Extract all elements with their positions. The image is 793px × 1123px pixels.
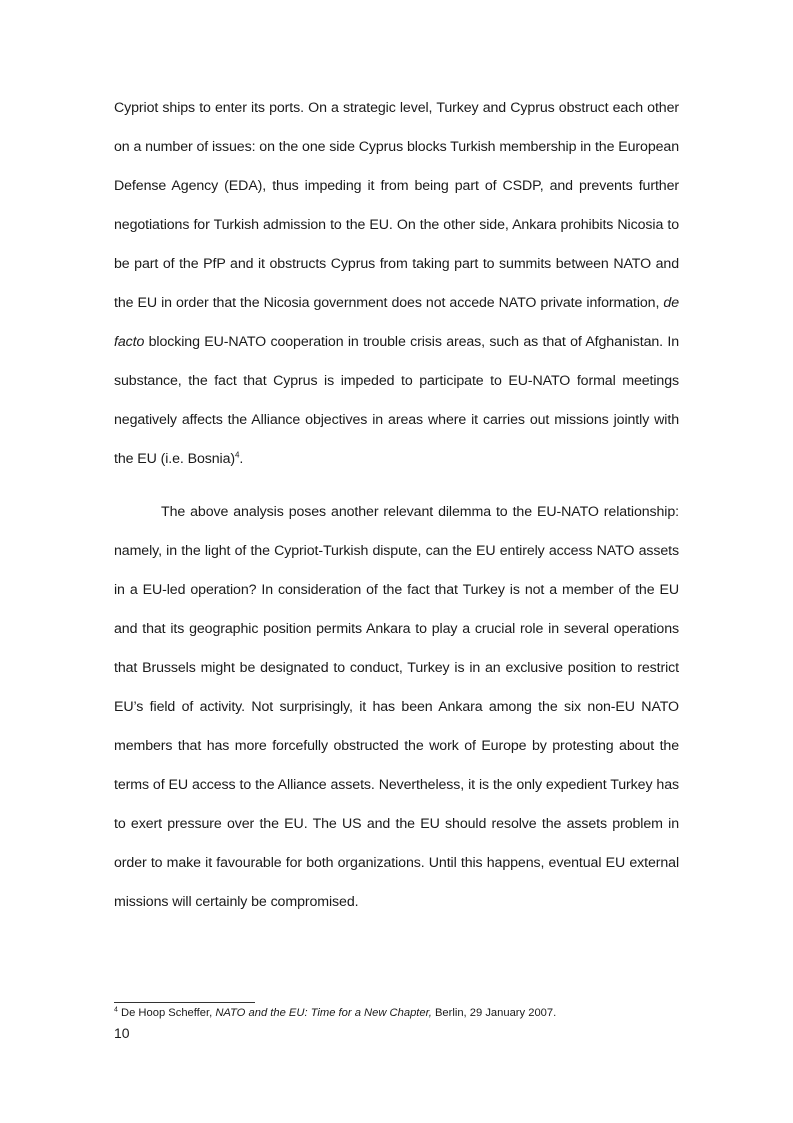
footnote-author: De Hoop Scheffer, bbox=[117, 1007, 216, 1019]
footnote-reference[interactable]: 4 bbox=[235, 450, 240, 460]
paragraph-1-italic: de facto bbox=[114, 295, 679, 350]
paragraph-1-text-a: Cypriot ships to enter its ports. On a strategic level, Turkey and Cyprus obstruct each other on a number of issues: on the one side Cyprus blocks Turkish membership in the European Defense Agency (EDA), thus impeding it from being part of CSDP, and prevents further negotiations for Turkish admission to the EU. On the other side, Ankara prohibits Nicosia to be part of the PfP and it obstructs Cyprus from taking part to summits between NATO and the EU in order that the Nicosia government does not accede NATO private information, bbox=[114, 100, 679, 311]
footnote bbox=[114, 1006, 714, 1021]
paragraph-2: The above analysis poses another relevant dilemma to the EU-NATO relationship: namely, in the light of the Cypriot-Turkish dispute, can the EU entirely access NATO assets in a EU-led operation? In consideration of the fact that Turkey is not a member of the EU and that its geographic position permits Ankara to play a crucial role in several operations that Brussels might be designated to conduct, Turkey is in an exclusive position to restrict EU’s field of activity. Not surprisingly, it has been Ankara among the six non-EU NATO members that has more forcefully obstructed the work of Europe by protesting about the terms of EU access to the Alliance assets. Nevertheless, it is the only expedient Turkey has to exert pressure over the EU. The US and the EU should resolve the assets problem in order to make it favourable for both organizations. Until this happens, eventual EU external missions will certainly be compromised. bbox=[114, 504, 679, 910]
footnote-rest: Berlin, 29 January 2007. bbox=[431, 1007, 557, 1019]
footnote-separator bbox=[114, 1002, 255, 1003]
body-text bbox=[114, 89, 679, 922]
paragraph-1 bbox=[114, 89, 679, 479]
footnote-title: NATO and the EU: Time for a New Chapter, bbox=[215, 1007, 432, 1019]
footnote-number: 4 bbox=[114, 1006, 118, 1014]
paragraph-1-end: . bbox=[239, 451, 244, 467]
paragraph-1-text-b: blocking EU-NATO cooperation in trouble crisis areas, such as that of Afghanistan. In substance, the fact that Cyprus is impeded to participate to EU-NATO formal meetings negatively affects the Alliance objectives in areas where it carries out missions jointly with the EU (i.e. Bosnia) bbox=[114, 334, 679, 467]
page-number: 10 bbox=[114, 1025, 130, 1041]
